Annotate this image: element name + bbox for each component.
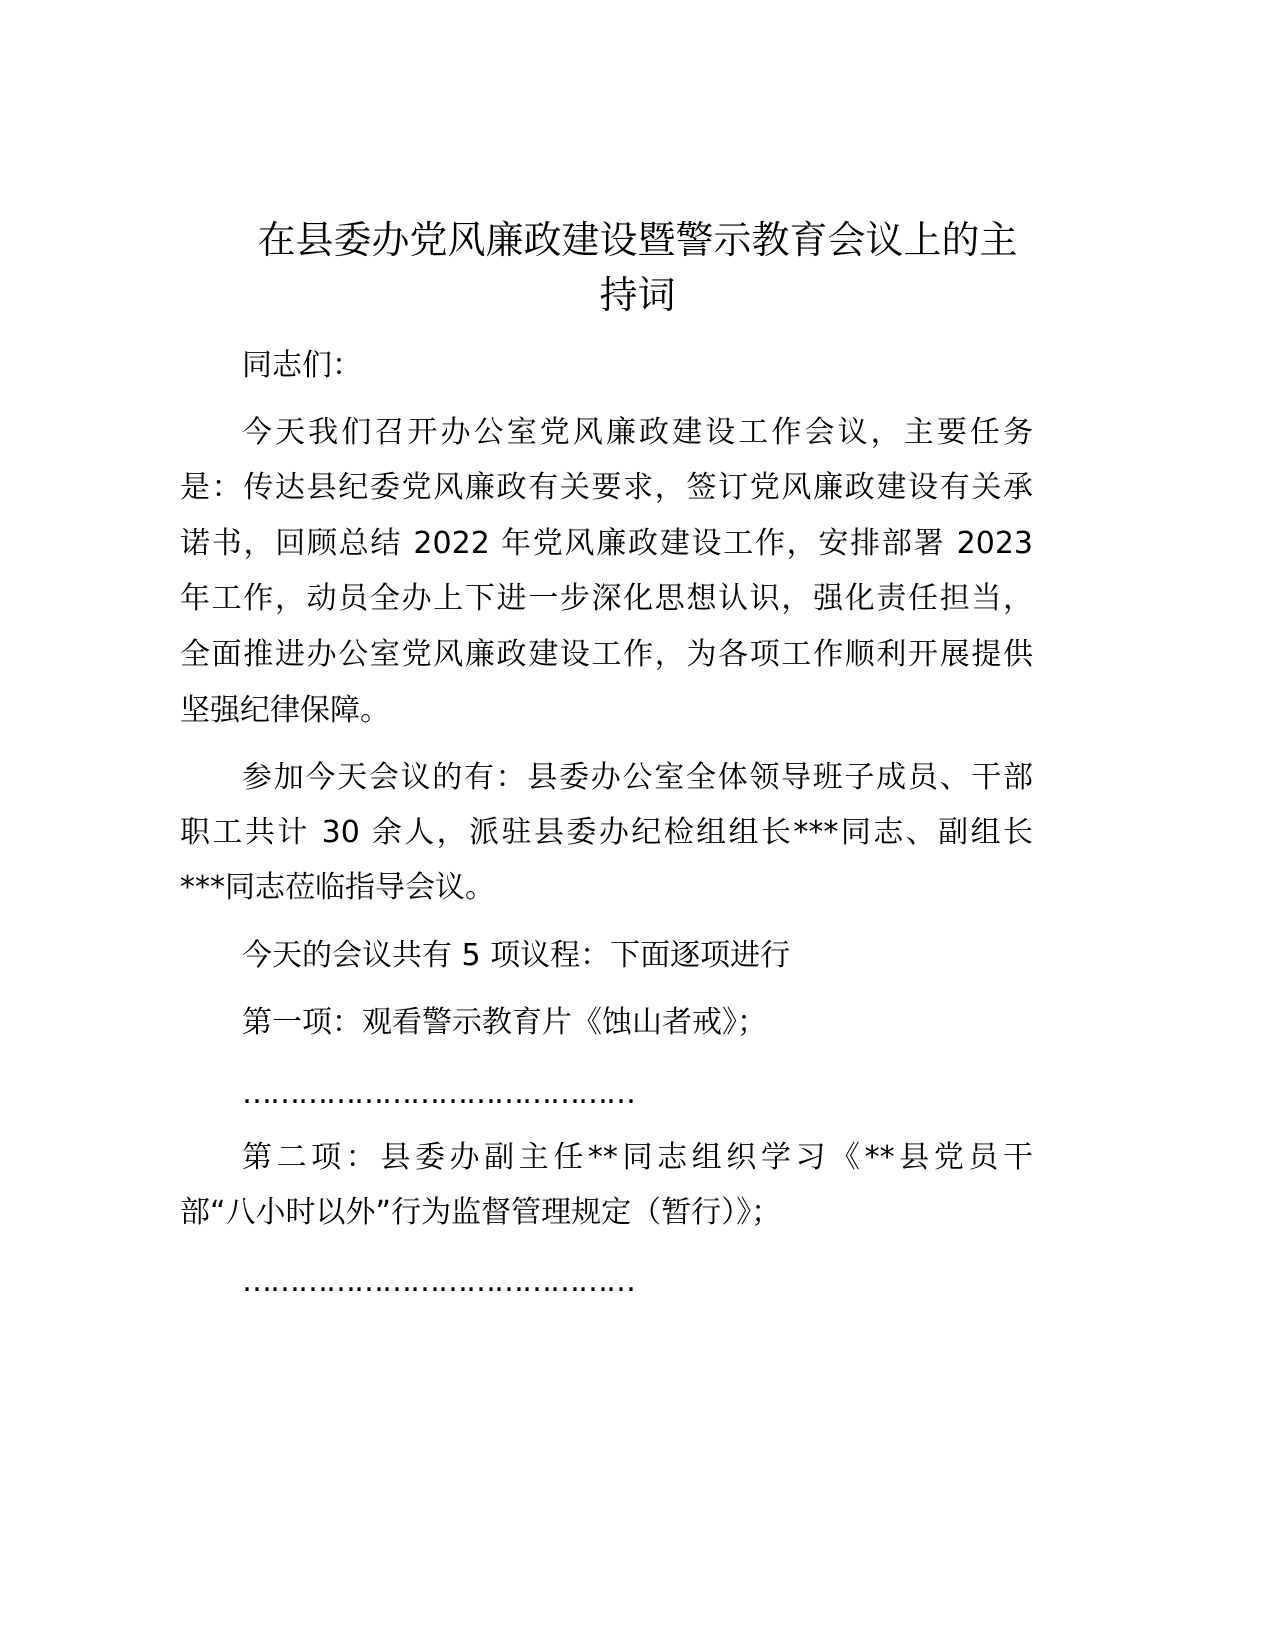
text-line: 是：传达县纪委党风廉政有关要求，签订党风廉政建设有关承 (180, 470, 1033, 505)
text-line: 今天我们召开办公室党风廉政建设工作会议，主要任务 (242, 415, 1033, 450)
text-line: 参加今天会议的有：县委办公室全体领导班子成员、干部 (242, 760, 1033, 795)
text-line: 部“八小时以外”行为监督管理规定（暂行）》； (180, 1195, 782, 1230)
title-line: 持词 (599, 273, 676, 317)
title-line: 在县委办党风廉政建设暨警示教育会议上的主 (257, 218, 1018, 262)
text-line: 坚强纪律保障。 (180, 693, 390, 728)
text-line: 第二项：县委办副主任**同志组织学习《**县党员干 (242, 1140, 1033, 1175)
ellipsis-placeholder: …………………………………… (242, 1264, 634, 1299)
ellipsis-placeholder: …………………………………… (242, 1076, 634, 1111)
text-line: ***同志莅临指导会议。 (180, 870, 495, 905)
text-line: 年工作，动员全办上下进一步深化思想认识，强化责任担当， (180, 581, 1033, 616)
text-line: 职工共计 30 余人，派驻县委办纪检组组长***同志、副组长 (180, 815, 1033, 850)
agenda-intro: 今天的会议共有 5 项议程：下面逐项进行 (242, 938, 791, 973)
salutation: 同志们： (242, 348, 362, 383)
agenda-item-1: 第一项：观看警示教育片《蚀山者戒》； (242, 1005, 767, 1040)
text-line: 诺书，回顾总结 2022 年党风廉政建设工作，安排部署 2023 (180, 526, 1033, 561)
text-line: 全面推进办公室党风廉政建设工作，为各项工作顺利开展提供 (180, 637, 1033, 672)
